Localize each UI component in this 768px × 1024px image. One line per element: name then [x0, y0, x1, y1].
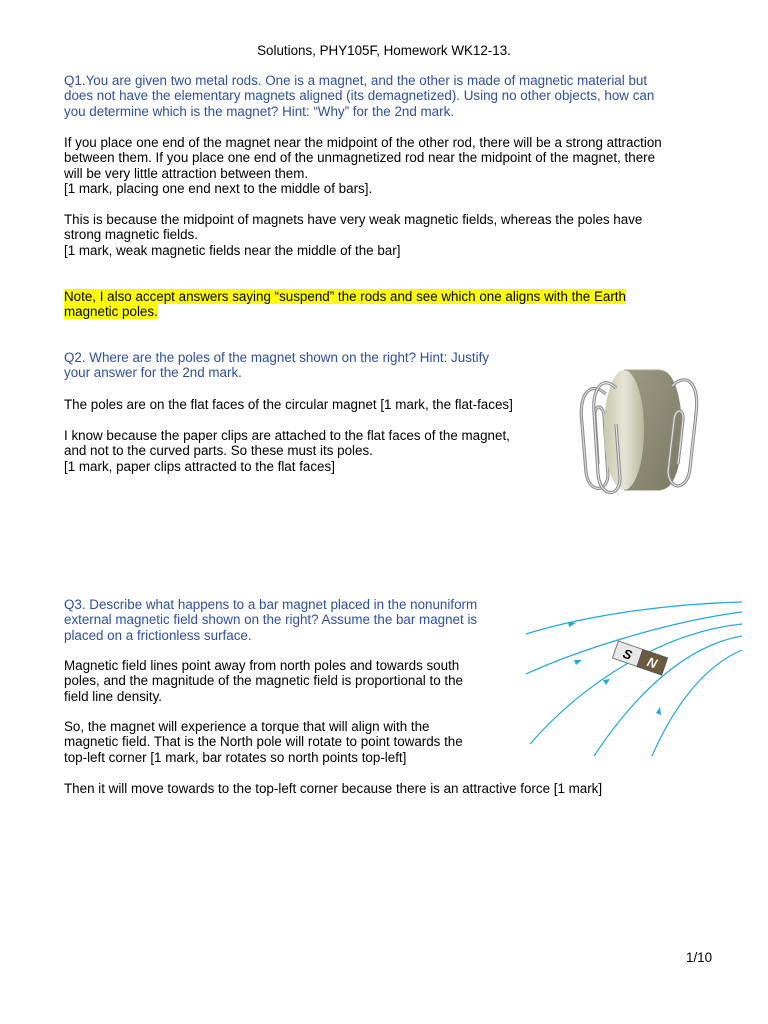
q3-answer-paragraph-3: Then it will move towards to the top-left corner because there is an attractive force [1 mark] [64, 781, 603, 796]
north-pole-label: N [645, 654, 660, 672]
south-pole-label: S [621, 645, 635, 663]
q2-answer-paragraph-1: The poles are on the flat faces of the circular magnet [1 mark, the flat-faces] [64, 397, 513, 412]
q1-note [64, 289, 626, 320]
field-arrow-icon [574, 660, 582, 665]
field-line [652, 650, 742, 756]
highlighted-note-line: magnetic poles. [64, 304, 158, 320]
field-arrow-icon [603, 679, 610, 685]
magnet-paper-clips-image [576, 364, 704, 504]
q2-question: Q2. Where are the poles of the magnet shown on the right? Hint: Justify your answer for the 2nd mark. [64, 350, 490, 381]
highlighted-note-line: Note, I also accept answers saying “suspend” the rods and see which one aligns with the Earth [64, 289, 626, 304]
field-arrow-icon [568, 622, 576, 627]
q3-answer-paragraph-2: So, the magnet will experience a torque that will align with the magnetic field. That is the North pole will rotate to point towards the top-left corner [1 mark, bar rotates so north points top-left] [64, 719, 463, 765]
page-number: 1/10 [686, 950, 713, 965]
q3-question: Q3. Describe what happens to a bar magnet placed in the nonuniform external magnetic field shown on the right? Assume the bar magnet is placed on a frictionless surface. [64, 597, 478, 643]
nonuniform-field-diagram [524, 596, 744, 758]
field-line [530, 624, 742, 744]
page-title: Solutions, PHY105F, Homework WK12-13. [257, 43, 511, 58]
field-arrow-icon [656, 707, 661, 715]
q1-question: Q1.You are given two metal rods. One is a magnet, and the other is made of magnetic material but does not have the elementary magnets aligned (its demagnetized). Using no other objects, how can you determine which is the magnet? Hint: “Why” for the 2nd mark. [64, 73, 655, 119]
q2-answer-paragraph-2: I know because the paper clips are attached to the flat faces of the magnet, and not to the curved parts. So these must its poles. [1 mark, paper clips attracted to the flat faces] [64, 428, 510, 474]
bar-magnet [612, 641, 667, 675]
q1-answer-paragraph-2: This is because the midpoint of magnets have very weak magnetic fields, whereas the poles have strong magnetic fields. [1 mark, weak magnetic fields near the middle of the bar] [64, 212, 643, 258]
q1-answer-paragraph-1: If you place one end of the magnet near the midpoint of the other rod, there will be a strong attraction between them. If you place one end of the unmagnetized rod near the midpoint of the magnet, there will be very little attraction between them. [1 mark, placing one end next to the middle of bars]. [64, 135, 662, 196]
q3-answer-paragraph-1: Magnetic field lines point away from north poles and towards south poles, and the magnitude of the magnetic field is proportional to the field line density. [64, 658, 463, 704]
